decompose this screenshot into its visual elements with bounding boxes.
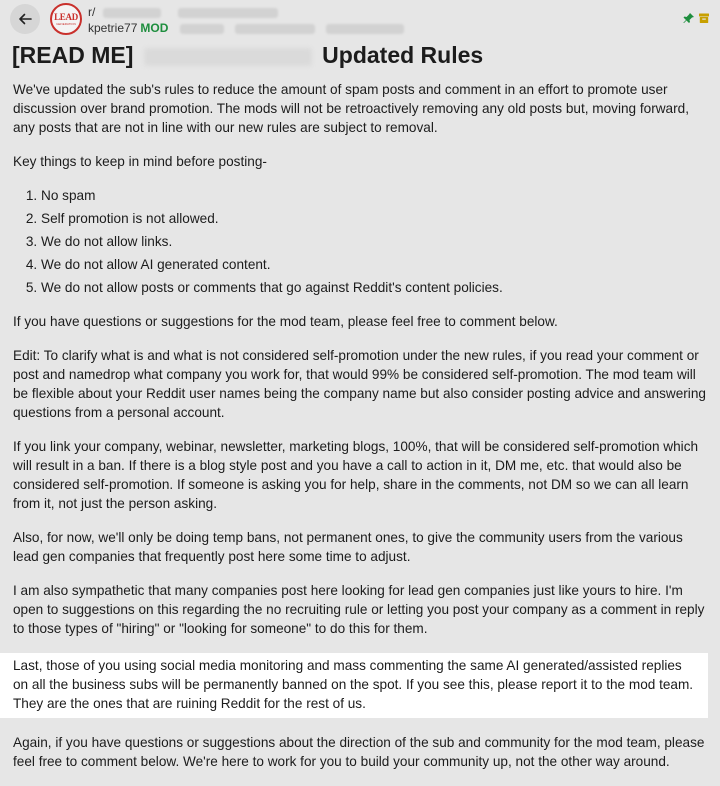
rule-item: 2. Self promotion is not allowed. <box>41 209 710 228</box>
rule-item: 1. No spam <box>41 186 710 205</box>
key-things-paragraph: Key things to keep in mind before posting- <box>13 154 267 169</box>
arrow-left-icon <box>17 11 33 27</box>
post-status-icons <box>683 12 710 24</box>
rules-list <box>13 186 710 297</box>
intro-paragraph: We've updated the sub's rules to reduce the amount of spam posts and comment in an effort to promote user discussion over brand promotion. The mods will not be retroactively removing any old posts but, moving forward, any posts that are not in line with our new rules are subject to removal. <box>13 82 689 135</box>
post-title-prefix: [READ ME] <box>12 42 134 68</box>
redacted-title-segment <box>144 48 312 66</box>
archive-icon <box>698 12 710 24</box>
subreddit-name[interactable] <box>88 5 278 19</box>
mod-badge: MOD <box>140 21 169 35</box>
subreddit-avatar[interactable] <box>50 3 82 35</box>
redacted-subreddit-name-2 <box>178 8 278 18</box>
avatar-logo-subtext: GENERATION <box>56 21 76 26</box>
subreddit-prefix: r/ <box>88 5 96 19</box>
post-title <box>12 42 712 69</box>
redacted-meta-1 <box>180 24 224 34</box>
redacted-subreddit-name <box>103 8 161 18</box>
rule-item: 4. We do not allow AI generated content. <box>41 255 710 274</box>
redacted-meta-2 <box>235 24 315 34</box>
pin-icon <box>683 12 695 24</box>
edit-paragraph: Edit: To clarify what is and what is not considered self-promotion under the new rules, if you read your comment or post and namedrop what company you work for, that would 99% be considered self-promotion. The mod team will be flexible about your Reddit user names being the company name but also consider posting advice and answering questions from a personal account. <box>13 348 706 420</box>
author-username[interactable]: kpetrie77 <box>88 21 138 35</box>
author-line <box>88 21 404 35</box>
sympathetic-paragraph: I am also sympathetic that many companies post here looking for lead gen companies just like yours to hire. I'm open to suggestions on this regarding the no recruiting rule or letting you post your company as a comment in reply to those types of "hiring" or "looking for someone" to do this for them. <box>13 583 705 636</box>
back-button[interactable] <box>10 4 40 34</box>
link-policy-paragraph: If you link your company, webinar, newsletter, marketing blogs, 100%, that will be considered self-promotion which will result in a ban. If there is a blog style post and you have a call to action in it, DM me, etc. that would also be considered self-promotion. If someone is asking you for help, share in the comments, not DM so we can all learn from it, not just the person asking. <box>13 439 699 511</box>
post-body <box>13 80 710 786</box>
questions-paragraph: If you have questions or suggestions for the mod team, please feel free to comment below. <box>13 314 558 329</box>
avatar-logo-text: LEAD <box>54 11 78 22</box>
post-header <box>0 0 720 42</box>
rule-item: 3. We do not allow links. <box>41 232 710 251</box>
temp-bans-paragraph: Also, for now, we'll only be doing temp bans, not permanent ones, to give the community users from the various lead gen companies that frequently post here some time to adjust. <box>13 530 683 564</box>
post-title-suffix: Updated Rules <box>322 42 484 68</box>
closing-paragraph: Again, if you have questions or suggestions about the direction of the sub and community for the mod team, please feel free to comment below. We're here to work for you to build your community up, not the other way around. <box>13 735 705 769</box>
highlighted-paragraph: Last, those of you using social media monitoring and mass commenting the same AI generated/assisted replies on all the business subs will be permanently banned on the spot. If you see this, please report it to the mod team. They are the ones that are ruining Reddit for the rest of us. <box>0 653 708 718</box>
rule-item: 5. We do not allow posts or comments that go against Reddit's content policies. <box>41 278 710 297</box>
redacted-meta-3 <box>326 24 404 34</box>
